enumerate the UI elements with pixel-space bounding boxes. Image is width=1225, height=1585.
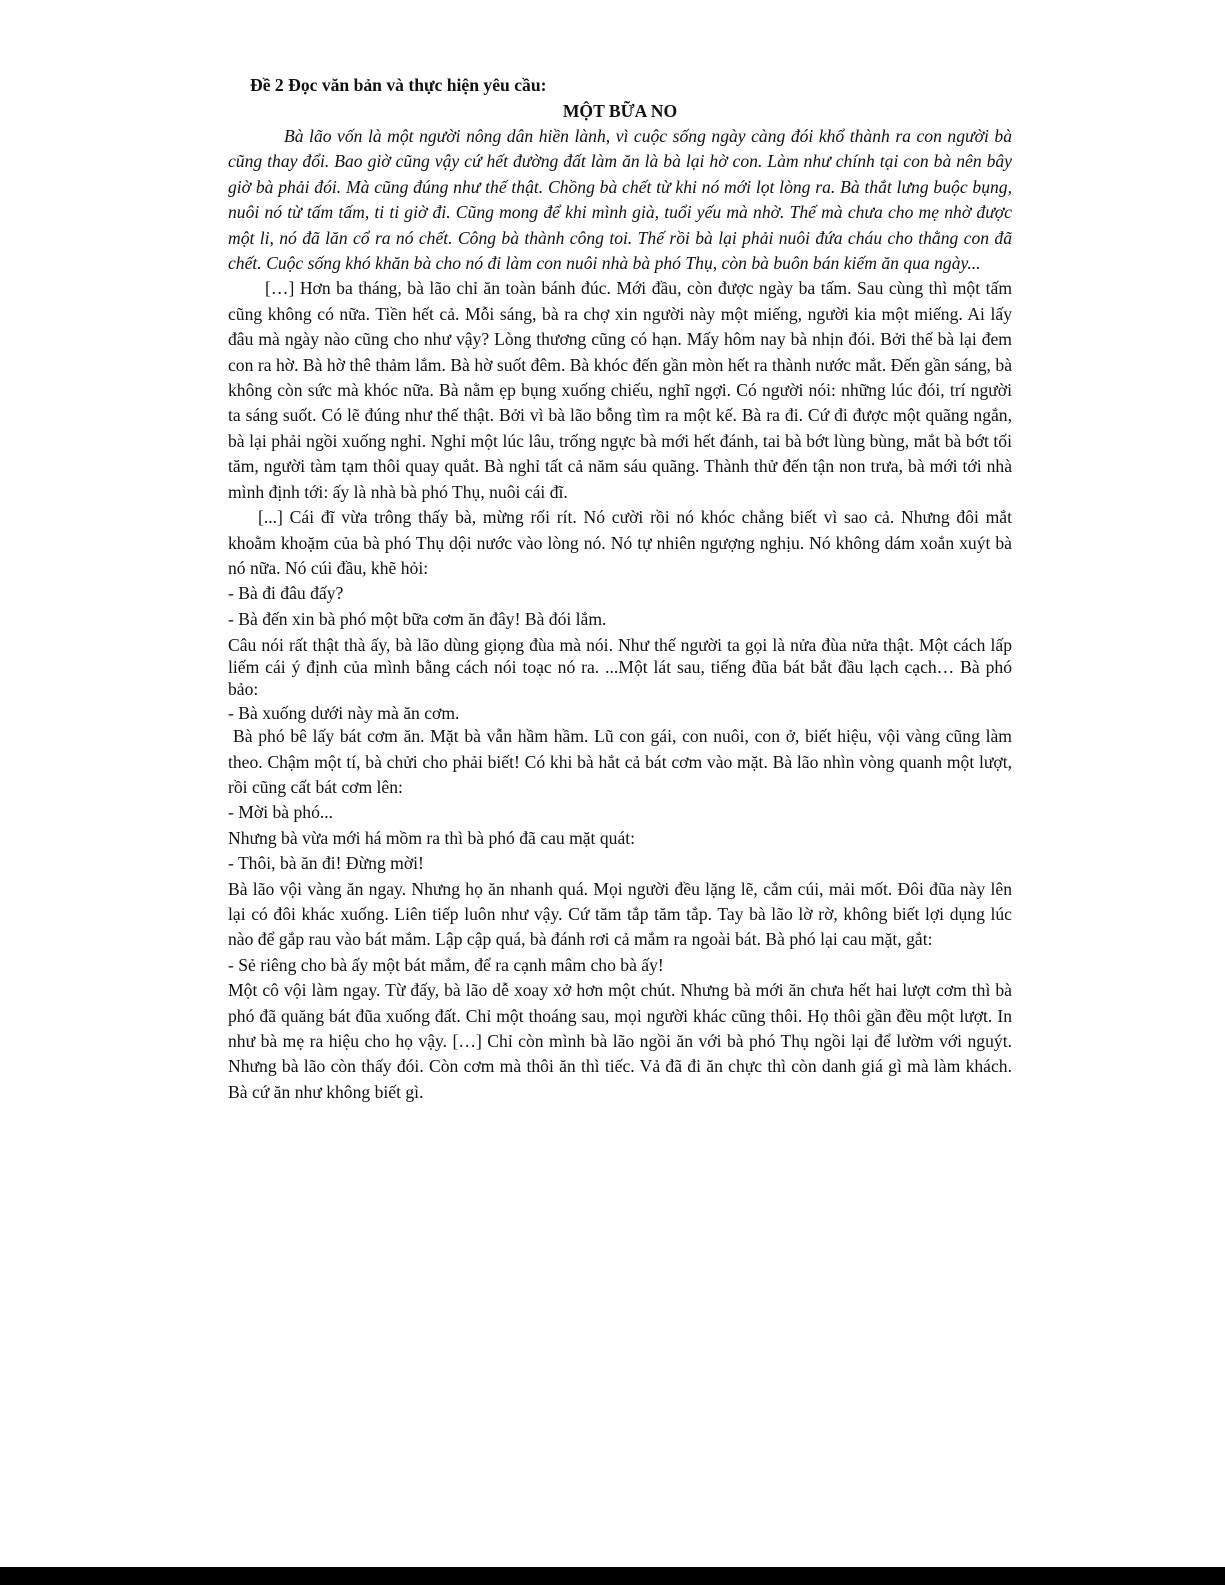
body-paragraph: Nhưng bà vừa mới há mồm ra thì bà phó đã cau mặt quát: xyxy=(228,827,636,848)
body-paragraph: Bà phó bê lấy bát cơm ăn. Mặt bà vẫn hầm hầm. Lũ con gái, con nuôi, con ở, biết hiệu, vội vàng cũng làm theo. Chậm một tí, bà chửi cho phải biết! Có khi bà hắt cả bát cơm vào mặt. Bà lão nhìn vòng quanh một lượt, rồi cũng cất bát cơm lên: xyxy=(228,726,1012,797)
body-paragraph: […] Hơn ba tháng, bà lão chỉ ăn toàn bánh đúc. Mới đầu, còn được ngày ba tấm. Sau cùng thì một tấm cũng không có nữa. Tiền hết cả. Mỗi sáng, bà ra chợ xin người này một miếng, người kia một miếng. Ai lấy đâu mà ngày nào cũng cho như vậy? Lòng thương cũng có hạn. Mấy hôm nay bà nhịn đói. Bởi thế bà lại đem con ra hờ. Bà hờ thê thảm lắm. Bà hờ suốt đêm. Bà khóc đến gần mòn hết ra thành nước mắt. Đến gần sáng, bà không còn sức mà khóc nữa. Bà nằm ẹp bụng xuống chiếu, nghĩ ngợi. Có người nói: những lúc đói, trí người ta sáng suốt. Có lẽ đúng như thế thật. Bởi vì bà lão bỗng tìm ra một kế. Bà ra đi. Cứ đi được một quãng ngắn, bà lại phải ngồi xuống nghỉ. Nghỉ một lúc lâu, trống ngực bà mới hết đánh, tai bà bớt lùng bùng, mắt bà bớt tối tăm, người tàm tạm thôi quay quắt. Bà nghỉ tất cả năm sáu quãng. Thành thử đến tận non trưa, bà mới tới nhà mình định tới: ấy là nhà bà phó Thụ, nuôi cái đĩ. xyxy=(228,278,1012,502)
dialogue-line: - Bà đi đâu đấy? xyxy=(228,583,344,604)
body-paragraph: [...] Cái đĩ vừa trông thấy bà, mừng rối rít. Nó cười rồi nó khóc chẳng biết vì sao cả. Nhưng đôi mắt khoằm khoặm của bà phó Thụ dội nước vào lòng nó. Nó tự nhiên ngượng nghịu. Nó không dám xoắn xuýt bà nó nữa. Nó cúi đầu, khẽ hỏi: xyxy=(228,507,1012,578)
bottom-border xyxy=(0,1567,1225,1585)
dialogue-line: - Bà xuống dưới này mà ăn cơm. xyxy=(228,703,460,724)
dialogue-line: - Sẻ riêng cho bà ấy một bát mắm, để ra cạnh mâm cho bà ấy! xyxy=(228,954,664,975)
exercise-heading: Đề 2 Đọc văn bản và thực hiện yêu cầu: xyxy=(250,75,547,95)
dialogue-line: - Bà đến xin bà phó một bữa cơm ăn đây! Bà đói lắm. xyxy=(228,608,607,629)
dialogue-line: - Mời bà phó... xyxy=(228,802,334,823)
body-paragraph: Một cô vội làm ngay. Từ đấy, bà lão dễ xoay xở hơn một chút. Nhưng bà mới ăn chưa hết hai lượt cơm thì bà phó đã quăng bát đũa xuống đất. Chỉ một thoáng sau, mọi người khác cũng thôi. Họ thôi gần đều một lượt. In như bà mẹ ra hiệu cho họ vậy. […] Chỉ còn mình bà lão ngồi ăn với bà phó Thụ ngồi lại để lườm với nguýt. Nhưng bà lão còn thấy đói. Còn cơm mà thôi ăn thì tiếc. Vả đã đi ăn chực thì còn danh giá gì mà làm khách. Bà cứ ăn như không biết gì. xyxy=(228,980,1012,1102)
intro-paragraph: Bà lão vốn là một người nông dân hiền lành, vì cuộc sống ngày càng đói khổ thành ra con người bà cũng thay đổi. Bao giờ cũng vậy cứ hết đường đất làm ăn là bà lại hờ con. Làm như chính tại con bà nên bây giờ bà phải đói. Mà cũng đúng như thế thật. Chồng bà chết từ khi nó mới lọt lòng ra. Bà thắt lưng buộc bụng, nuôi nó từ tấm tấm, ti ti giờ đi. Cũng mong để khi mình già, tuổi yếu mà nhờ. Thế mà chưa cho mẹ nhờ được một li, nó đã lăn cổ ra nó chết. Công bà thành công toi. Thế rồi bà lại phải nuôi đứa cháu cho thằng con đã chết. Cuộc sống khó khăn bà cho nó đi làm con nuôi nhà bà phó Thụ, còn bà buôn bán kiếm ăn qua ngày... xyxy=(228,126,1012,274)
dialogue-line: - Thôi, bà ăn đi! Đừng mời! xyxy=(228,853,424,874)
body-paragraph: Câu nói rất thật thà ấy, bà lão dùng giọng đùa mà nói. Như thế người ta gọi là nửa đùa nửa thật. Một cách lấp liếm cái ý định của mình bằng cách nói toạc nó ra. ...Một lát sau, tiếng đũa bát bắt đầu lạch cạch… Bà phó bảo: xyxy=(228,635,1012,700)
body-paragraph: Bà lão vội vàng ăn ngay. Nhưng họ ăn nhanh quá. Mọi người đều lặng lẽ, cắm cúi, mải mốt. Đôi đũa này lên lại có đôi khác xuống. Liên tiếp luôn như vậy. Cứ tăm tắp tăm tắp. Tay bà lão lờ rờ, không biết lợi dụng lúc nào để gắp rau vào bát mắm. Lập cập quá, bà đánh rơi cả mắm ra ngoài bát. Bà phó lại cau mặt, gắt: xyxy=(228,878,1012,950)
story-title: MỘT BỮA NO xyxy=(562,101,678,121)
document-page xyxy=(228,72,1012,1105)
